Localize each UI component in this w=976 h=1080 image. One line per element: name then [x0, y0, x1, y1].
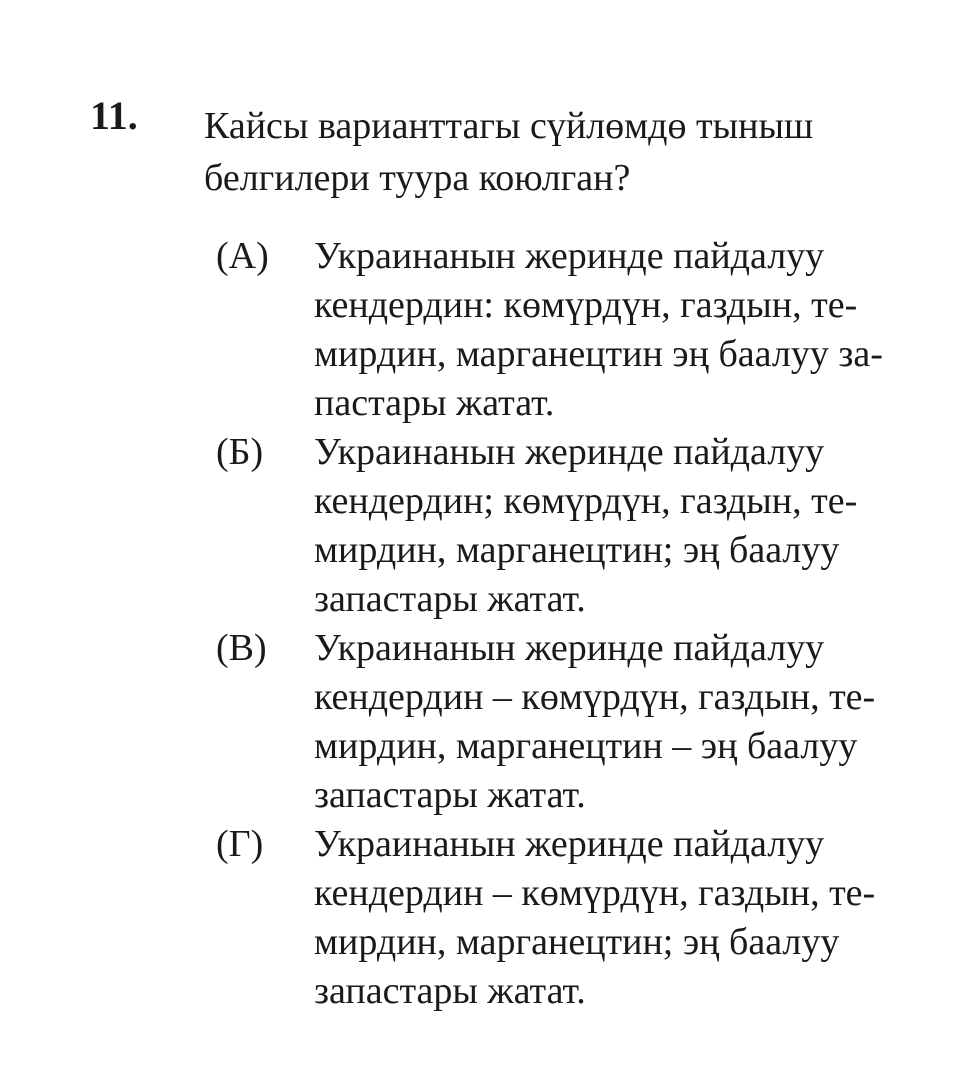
option-text-line: кендердин – көмүрдүн, газдын, те-: [314, 872, 876, 914]
option-letter: (Б): [216, 431, 264, 473]
question-number: 11.: [90, 93, 138, 138]
option-text-line: пастары жатат.: [314, 382, 555, 424]
option-text: [314, 624, 934, 820]
question-text: [204, 100, 904, 204]
question-text-line: Кайсы варианттагы сүйлөмдө тыныш: [204, 105, 814, 147]
question-text-line: белгилери туура коюлган?: [204, 157, 631, 199]
option-text: [314, 428, 934, 624]
option-text-line: кендердин; көмүрдүн, газдын, те-: [314, 480, 858, 522]
option-text-line: кендердин: көмүрдүн, газдын, те-: [314, 284, 858, 326]
option-text-line: запастары жатат.: [314, 970, 586, 1012]
option-text-line: мирдин, марганецтин – эң баалуу: [314, 725, 858, 767]
option-text: [314, 820, 934, 1016]
option-text-line: мирдин, марганецтин; эң баалуу: [314, 921, 840, 963]
option-text-line: Украинанын жеринде пайдалуу: [314, 235, 825, 277]
option-text-line: запастары жатат.: [314, 774, 586, 816]
option-text-line: мирдин, марганецтин; эң баалуу: [314, 529, 840, 571]
option-text-line: Украинанын жеринде пайдалуу: [314, 823, 825, 865]
option-letter: (Г): [216, 823, 264, 865]
option-text: [314, 232, 934, 428]
option-letter: (А): [216, 235, 269, 277]
option-letter: (В): [216, 627, 267, 669]
option-text-line: Украинанын жеринде пайдалуу: [314, 627, 825, 669]
option-text-line: запастары жатат.: [314, 578, 586, 620]
option-text-line: кендердин – көмүрдүн, газдын, те-: [314, 676, 876, 718]
option-text-line: Украинанын жеринде пайдалуу: [314, 431, 825, 473]
option-text-line: мирдин, марганецтин эң баалуу за-: [314, 333, 883, 375]
